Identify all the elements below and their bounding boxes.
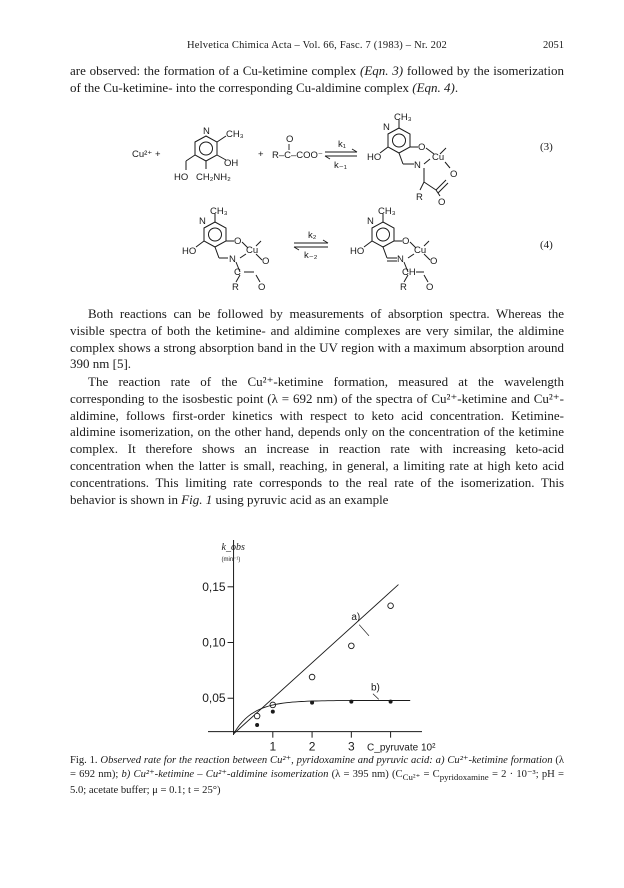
- series-b-point: [349, 700, 353, 704]
- intro-text: are observed: the formation of a Cu-ketimine complex: [70, 63, 360, 78]
- y-axis-label: k_obs: [221, 542, 245, 553]
- keto-acid-formula: R–C–COO⁻: [272, 150, 323, 161]
- series-a-point: [388, 603, 394, 609]
- eq4-right-n: N: [397, 254, 404, 265]
- caption-pyridoxamine-subscript: pyridoxamine: [439, 772, 489, 783]
- paragraph-kinetics-end: using pyruvic acid as an example: [212, 491, 389, 507]
- eq4-right-cu: Cu: [414, 245, 427, 256]
- eq4-right-methyl: CH₃: [378, 206, 396, 217]
- equation-4-number: (4): [540, 239, 553, 251]
- y-axis-unit: (min⁻¹): [221, 557, 241, 563]
- eq4-left-methyl: CH₃: [210, 206, 228, 217]
- page-number: 2051: [543, 40, 564, 51]
- x-axis-label: C_pyruvate 10²: [367, 742, 436, 754]
- cu-ketimine-n: N: [414, 160, 421, 171]
- cu-ketimine-o3: O: [438, 197, 446, 208]
- eq4-left-n-ring: N: [199, 216, 206, 227]
- hydroxyl-label: OH: [224, 158, 239, 169]
- k1-label: k₁: [338, 139, 346, 150]
- reaction-scheme: [70, 112, 564, 302]
- cu-ketimine-ho: HO: [367, 152, 382, 163]
- hydroxymethyl-label: HO: [174, 172, 189, 183]
- cu-ketimine-n-ring: N: [383, 122, 390, 133]
- figure-1-caption: [70, 754, 564, 798]
- figure-1-reference: Fig. 1: [181, 491, 213, 507]
- aminomethyl-label: CH₂NH₂: [196, 172, 231, 183]
- eq4-arrows: [294, 240, 328, 250]
- eq4-right-o2: O: [430, 256, 438, 267]
- eq4-right-ch: CH: [402, 267, 416, 278]
- k-minus1-label: k₋₁: [334, 160, 347, 171]
- paragraph-kinetics-text: The reaction rate of the Cu²⁺-ketimine formation, measured at the wavelength corresponding to the isosbestic point (λ = 692 nm) of the spectra of Cu²⁺-ketimine and Cu²⁺-aldimine, follows first-order kinetics with respect to keto acid concentration. Ketimine-aldimine isomerization, on the other hand, depends only on the concentration of the ketimine complex. It therefore shows an increase in reaction rate with increasing keto-acid concentration when the latter is small, reaching, in general, a limiting rate at high keto acid concentrations. This limiting rate corresponds to the real rate of the isomerization. This behavior is shown in: [70, 374, 564, 507]
- series-b-point: [271, 710, 275, 714]
- journal-running-title: Helvetica Chimica Acta – Vol. 66, Fasc. 7 (1983) – Nr. 202: [187, 40, 447, 51]
- pyridine-n: N: [203, 126, 210, 137]
- series-a-label: a): [351, 612, 361, 624]
- plus-sign: +: [258, 149, 264, 160]
- series-a-point: [309, 674, 315, 680]
- eq4-right-ho: HO: [350, 246, 365, 257]
- pyridoxamine-structure: [186, 136, 226, 170]
- eq3-reference: (Eqn. 3): [359, 63, 404, 78]
- eq3-arrows: [325, 149, 357, 159]
- eq4-left-o3: O: [258, 282, 266, 293]
- series-b-label: b): [370, 682, 380, 694]
- eq4-right-n-ring: N: [367, 216, 374, 227]
- intro-end: .: [454, 79, 459, 95]
- caption-lambda-a: (λ = 692 nm);: [70, 755, 565, 780]
- x-tick-label: 3: [347, 739, 355, 754]
- methyl-label: CH₃: [226, 129, 244, 140]
- caption-equals: = C: [420, 769, 440, 780]
- equation-3-number: (3): [540, 141, 553, 153]
- eq4-reference: (Eqn. 4): [412, 79, 455, 95]
- caption-cu-subscript: Cu²⁺: [402, 772, 421, 783]
- series-a-fit-line: [234, 585, 399, 734]
- eq4-left-o: O: [234, 236, 242, 247]
- cu-ketimine-o2: O: [450, 169, 458, 180]
- series-a-point: [349, 643, 355, 649]
- x-tick-label: 2: [308, 739, 316, 754]
- y-tick-label: 0,10: [202, 635, 226, 650]
- caption-part-a: Observed rate for the reaction between Cu²⁺, pyridoxamine and pyruvic acid: a) Cu²⁺-ketimine formation: [100, 755, 553, 766]
- k2-label: k₂: [308, 230, 317, 241]
- cu-ketimine-methyl: CH₃: [394, 112, 412, 123]
- eq4-right-o3: O: [426, 282, 434, 293]
- series-a-leader: [359, 625, 369, 636]
- k-minus2-label: k₋₂: [304, 250, 318, 261]
- eq4-left-c: C: [234, 267, 241, 278]
- paragraph-kinetics: [70, 374, 564, 508]
- caption-lambda-b: (λ = 395 nm) (C: [328, 769, 403, 780]
- running-head: [70, 40, 564, 58]
- eq4-left-o2: O: [262, 256, 270, 267]
- series-a-point: [254, 713, 260, 719]
- eq4-left-r: R: [232, 282, 239, 293]
- kobs-chart: [190, 525, 460, 754]
- x-tick-label: 1: [269, 739, 277, 754]
- keto-oxygen: O: [286, 134, 294, 145]
- series-b-point: [389, 700, 393, 704]
- y-tick-label: 0,05: [202, 691, 226, 706]
- figure-1: [190, 525, 460, 754]
- eq4-left-n: N: [229, 254, 236, 265]
- cu-ion-label: Cu²⁺ +: [132, 149, 161, 160]
- cu-ketimine-r: R: [416, 192, 423, 203]
- series-b-leader: [373, 694, 379, 700]
- eq4-left-cu: Cu: [246, 245, 259, 256]
- y-tick-label: 0,15: [202, 579, 226, 594]
- caption-part-b: b) Cu²⁺-ketimine – Cu²⁺-aldimine isomerization: [121, 769, 329, 780]
- eq4-right-r: R: [400, 282, 407, 293]
- series-b-point: [310, 701, 314, 705]
- eq4-left-ho: HO: [182, 246, 197, 257]
- cu-ketimine-o: O: [418, 142, 426, 153]
- intro-paragraph: [70, 63, 564, 97]
- intro-middle-text: followed by the isomerization of the Cu-ketimine- into the corresponding Cu-aldimine complex: [70, 63, 564, 95]
- cu-ketimine-cu: Cu: [432, 152, 445, 163]
- reaction-scheme-svg: [70, 112, 564, 297]
- caption-conditions: = 2 · 10⁻³; pH = 5.0; acetate buffer; μ = 0.1; t = 25°): [70, 769, 564, 797]
- paragraph-absorption: Both reactions can be followed by measurements of absorption spectra. Whereas the visible spectra of both the ketimine- and aldimine complexes are very similar, the aldimine complex shows a strong absorption band in the UV region with a maximum absorption around 390 nm [5].: [70, 306, 564, 372]
- eq4-right-o: O: [402, 236, 410, 247]
- series-b-point: [255, 723, 259, 727]
- caption-label: Fig. 1.: [70, 755, 98, 766]
